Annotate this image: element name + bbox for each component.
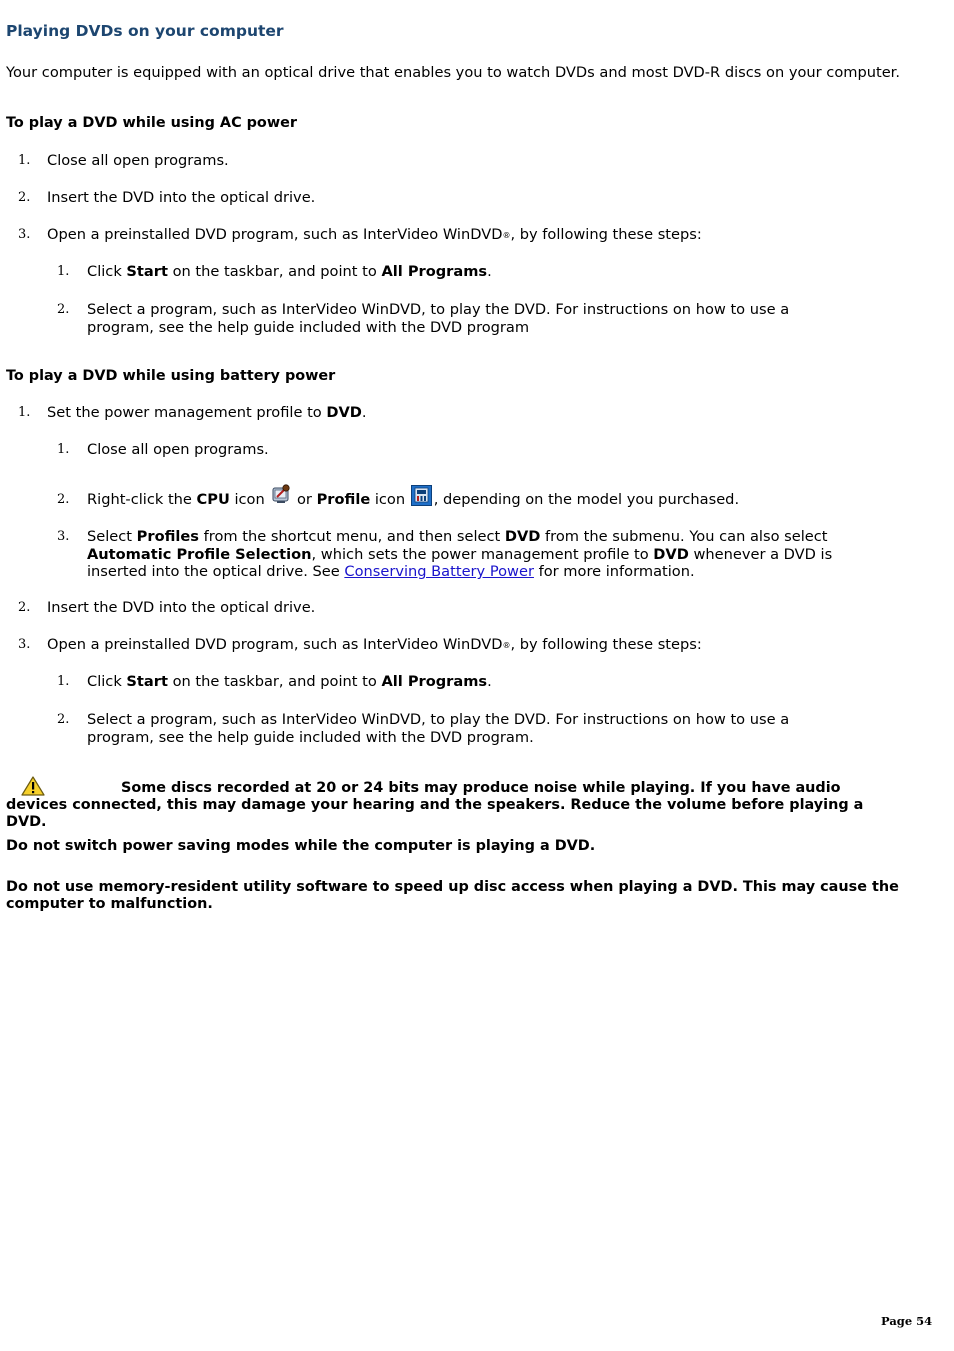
ac-substep-1-text: Click Start on the taskbar, and point to All Programs. [87, 263, 492, 280]
battery-step-1-number: 1. [18, 405, 31, 420]
ac-substep-2-line-2: program, see the help guide included with the DVD program [87, 319, 530, 336]
battery-step-3-number: 3. [18, 637, 31, 652]
battery-substep-1-number: 1. [57, 442, 70, 457]
battery-step-2-text: Insert the DVD into the optical drive. [47, 599, 316, 616]
battery-step-2-number: 2. [18, 600, 31, 615]
ac-step-1-text: Close all open programs. [47, 152, 229, 169]
cpu-icon [271, 483, 292, 504]
battery-substep2-2-line-2: program, see the help guide included with the DVD program. [87, 729, 534, 746]
warning-memory-resident-text: Do not use memory-resident utility software to speed up disc access when playing a DVD. This may cause the computer to malfunction. [6, 879, 899, 912]
battery-power-heading: To play a DVD while using battery power [6, 368, 336, 384]
battery-step-3-text: Open a preinstalled DVD program, such as InterVideo WinDVD®, by following these steps: [47, 636, 702, 653]
ac-step-1-number: 1. [18, 153, 31, 168]
battery-substep-3-line-3: inserted into the optical drive. See Conserving Battery Power for more information. [87, 563, 695, 580]
warning-noise-text: Some discs recorded at 20 or 24 bits may produce noise while playing. If you have audio devices connected, this may damage your hearing and the speakers. Reduce the volume before playing a DVD. [6, 780, 864, 830]
ac-power-heading: To play a DVD while using AC power [6, 115, 297, 131]
battery-substep-2-number: 2. [57, 492, 70, 507]
warning-power-modes-text: Do not switch power saving modes while the computer is playing a DVD. [6, 838, 596, 854]
ac-step-3-text: Open a preinstalled DVD program, such as InterVideo WinDVD®, by following these steps: [47, 226, 702, 243]
battery-substep-3-number: 3. [57, 529, 70, 544]
ac-substep-2-line-1: Select a program, such as InterVideo WinDVD, to play the DVD. For instructions on how to use a [87, 301, 790, 318]
ac-step-2-text: Insert the DVD into the optical drive. [47, 189, 316, 206]
ac-step-2-number: 2. [18, 190, 31, 205]
ac-substep-2-number: 2. [57, 302, 70, 317]
battery-substep-1-text: Close all open programs. [87, 441, 269, 458]
battery-substep-3-line-1: Select Profiles from the shortcut menu, and then select DVD from the submenu. You can also select [87, 528, 828, 545]
battery-substep-3-line-2: Automatic Profile Selection, which sets the power management profile to DVD whenever a DVD is [87, 546, 833, 563]
battery-substep2-2-number: 2. [57, 712, 70, 727]
page-number: Page 54 [881, 1314, 933, 1328]
intro-paragraph: Your computer is equipped with an optical drive that enables you to watch DVDs and most DVD-R discs on your computer. [6, 64, 900, 81]
battery-substep2-1-number: 1. [57, 674, 70, 689]
battery-substep2-1-text: Click Start on the taskbar, and point to All Programs. [87, 673, 492, 690]
ac-step-3-number: 3. [18, 227, 31, 242]
battery-substep-2-text: Right-click the CPU icon or Profile icon , depending on the model you purchased. [87, 491, 740, 508]
profile-icon [411, 485, 432, 506]
battery-step-1-text: Set the power management profile to DVD. [47, 404, 367, 421]
ac-substep-1-number: 1. [57, 264, 70, 279]
conserving-battery-power-link[interactable]: Conserving Battery Power [344, 563, 534, 580]
page-title: Playing DVDs on your computer [6, 22, 284, 40]
battery-substep2-2-line-1: Select a program, such as InterVideo WinDVD, to play the DVD. For instructions on how to use a [87, 711, 790, 728]
